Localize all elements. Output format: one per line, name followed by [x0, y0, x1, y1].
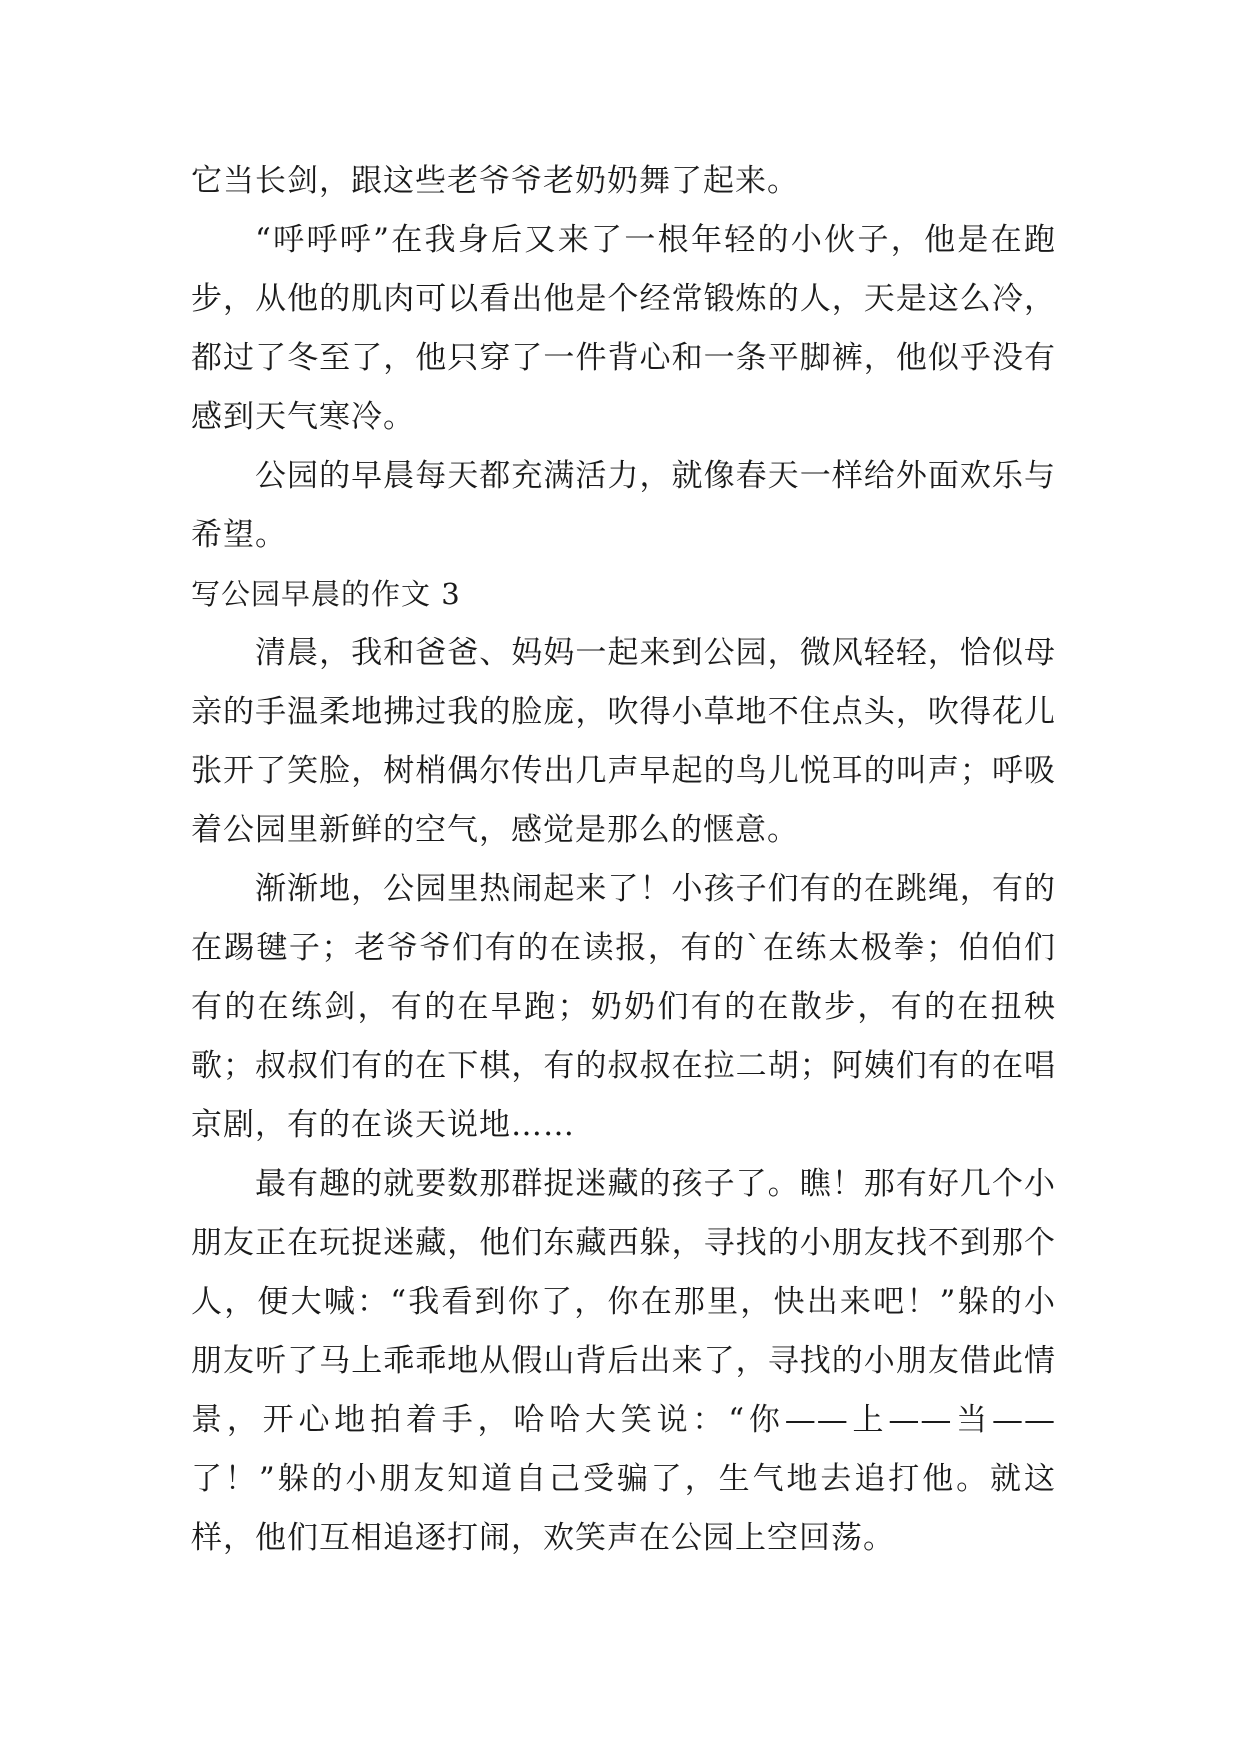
paragraph-morning-breeze: 清晨，我和爸爸、妈妈一起来到公园，微风轻轻，恰似母亲的手温柔地拂过我的脸庞，吹得小草地不住点头，吹得花儿张开了笑脸，树梢偶尔传出几声早起的鸟儿悦耳的叫声；呼吸着公园里新鲜的空气，感觉是那么的惬意。 [191, 635, 1056, 848]
document-body [191, 152, 1056, 1568]
paragraph-hide-and-seek: 最有趣的就要数那群捉迷藏的孩子了。瞧！那有好几个小朋友正在玩捉迷藏，他们东藏西躲，寻找的小朋友找不到那个人，便大喊：“我看到你了，你在那里，快出来吧！”躲的小朋友听了马上乖乖地从假山背后出来了，寻找的小朋友借此情景，开心地拍着手，哈哈大笑说：“你——上——当——了！”躲的小朋友知道自己受骗了，生气地去追打他。就这样，他们互相追逐打闹，欢笑声在公园上空回荡。 [191, 1166, 1056, 1556]
paragraph-continuation: 它当长剑，跟这些老爷爷老奶奶舞了起来。 [191, 163, 799, 199]
paragraph-park-activities: 渐渐地，公园里热闹起来了！小孩子们有的在跳绳，有的在踢毽子；老爷爷们有的在读报，有的`在练太极拳；伯伯们有的在练剑，有的在早跑；奶奶们有的在散步，有的在扭秧歌；叔叔们有的在下棋，有的叔叔在拉二胡；阿姨们有的在唱京剧，有的在谈天说地…… [191, 871, 1056, 1143]
paragraph-park-morning-summary: 公园的早晨每天都充满活力，就像春天一样给外面欢乐与希望。 [191, 458, 1056, 553]
paragraph-runner: “呼呼呼”在我身后又来了一根年轻的小伙子，他是在跑步，从他的肌肉可以看出他是个经常锻炼的人，天是这么冷，都过了冬至了，他只穿了一件背心和一条平脚裤，他似乎没有感到天气寒冷。 [191, 222, 1056, 435]
essay-heading: 写公园早晨的作文 3 [191, 577, 461, 611]
